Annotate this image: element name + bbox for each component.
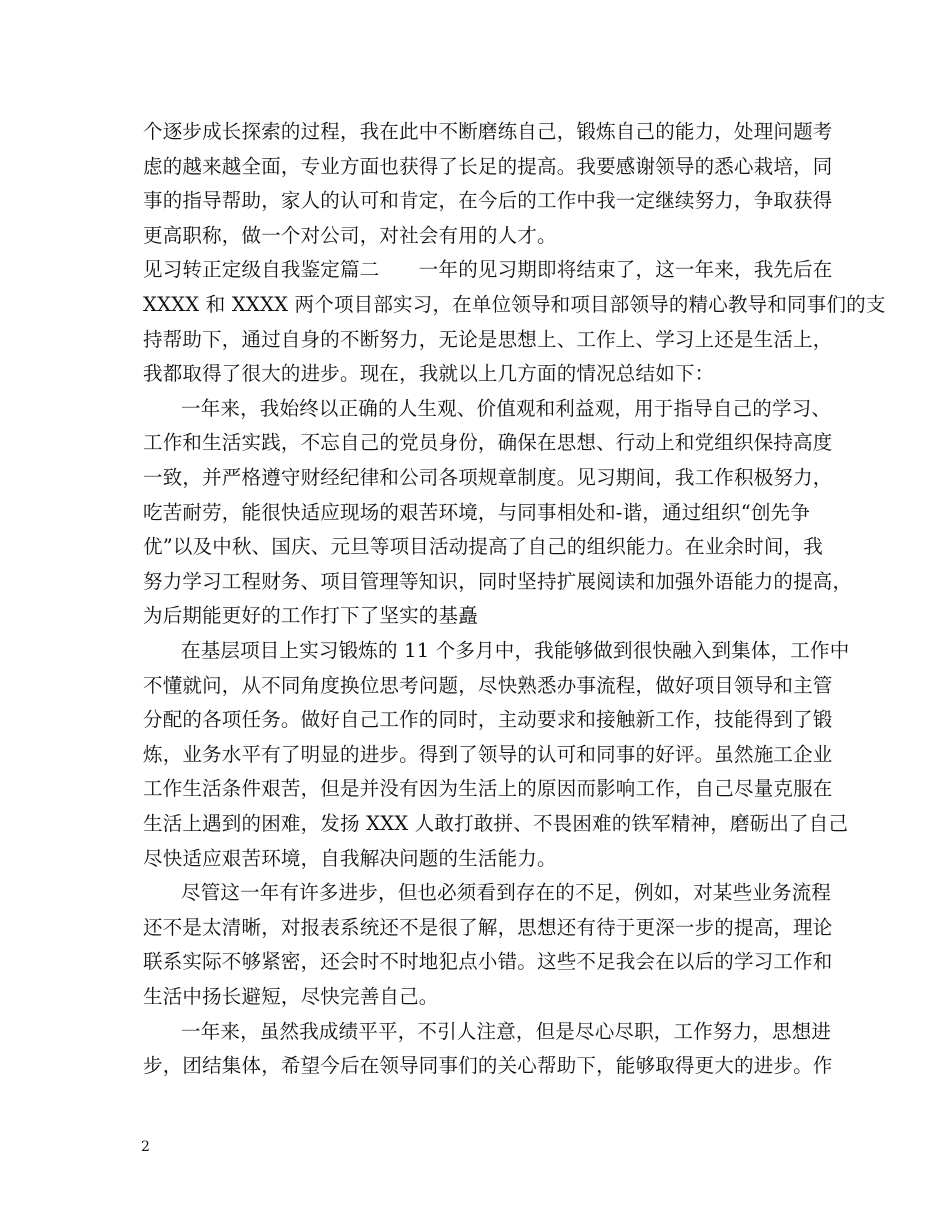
text-line: 还不是太清晰，对报表系统还不是很了解，思想还有待于更深一步的提高，理论 (143, 915, 833, 939)
text-line: 一年来，我始终以正确的人生观、价值观和利益观，用于指导自己的学习、 (181, 396, 832, 420)
text-line: 个逐步成长探索的过程，我在此中不断磨练自己，锻炼自己的能力，处理问题考 (143, 120, 833, 143)
text-line: 不懂就问，从不同角度换位思考问题，尽快熟悉办事流程，做好项目领导和主管 (143, 673, 833, 697)
text-line: 步，团结集体，希望今后在领导同事们的关心帮助下，能够取得更大的进步。作 (143, 1054, 833, 1078)
text-line: 更高职称，做一个对公司，对社会有用的人才。 (143, 223, 557, 247)
text-line: 工作和生活实践，不忘自己的党员身份，确保在思想、行动上和党组织保持高度 (143, 431, 833, 455)
text-line: 尽管这一年有许多进步，但也必须看到存在的不足，例如，对某些业务流程 (181, 881, 832, 905)
text-line: 为后期能更好的工作打下了坚实的基矗 (143, 604, 478, 628)
page-number: 2 (141, 1139, 150, 1155)
text-line: 生活上遇到的困难，发扬 XXX 人敢打敢拼、不畏困难的铁军精神，磨砺出了自己 (143, 812, 849, 835)
text-line: 在基层项目上实习锻炼的 11 个多月中，我能够做到很快融入到集体，工作中 (181, 639, 850, 662)
text-line: 优”以及中秋、国庆、元旦等项目活动提高了自己的组织能力。在业余时间，我 (143, 535, 823, 559)
text-line: 一致，并严格遵守财经纪律和公司各项规章制度。见习期间，我工作积极努力， (143, 466, 833, 489)
text-line: 吃苦耐劳，能很快适应现场的艰苦环境，与同事相处和-谐，通过组织“创先争 (143, 500, 811, 524)
text-line: 见习转正定级自我鉴定篇二 一年的见习期即将结束了，这一年来，我先后在 (143, 258, 833, 282)
text-line: 尽快适应艰苦环境，自我解决问题的生活能力。 (143, 846, 557, 870)
text-line: 事的指导帮助，家人的认可和肯定，在今后的工作中我一定继续努力，争取获得 (143, 189, 833, 213)
text-line: 分配的各项任务。做好自己工作的同时，主动要求和接触新工作，技能得到了锻 (143, 708, 833, 732)
text-line: 炼，业务水平有了明显的进步。得到了领导的认可和同事的好评。虽然施工企业 (143, 742, 833, 766)
text-line: 工作生活条件艰苦，但是并没有因为生活上的原因而影响工作，自己尽量克服在 (143, 777, 833, 801)
text-line: 一年来，虽然我成绩平平，不引人注意，但是尽心尽职，工作努力，思想进 (181, 1019, 832, 1043)
text-line: 持帮助下，通过自身的不断努力，无论是思想上、工作上、学习上还是生活上， (143, 327, 833, 351)
text-line: 虑的越来越全面，专业方面也获得了长足的提高。我要感谢领导的悉心栽培，同 (143, 154, 833, 178)
text-line: 生活中扬长避短，尽快完善自己。 (143, 985, 439, 1008)
text-line: 努力学习工程财务、项目管理等知识，同时坚持扩展阅读和加强外语能力的提高， (143, 569, 853, 593)
text-line: 联系实际不够紧密，还会时不时地犯点小错。这些不足我会在以后的学习工作和 (143, 950, 833, 974)
text-line: XXXX 和 XXXX 两个项目部实习，在单位领导和项目部领导的精心教导和同事们的支 (143, 293, 886, 316)
text-line: 我都取得了很大的进步。现在，我就以上几方面的情况总结如下： (143, 362, 715, 386)
